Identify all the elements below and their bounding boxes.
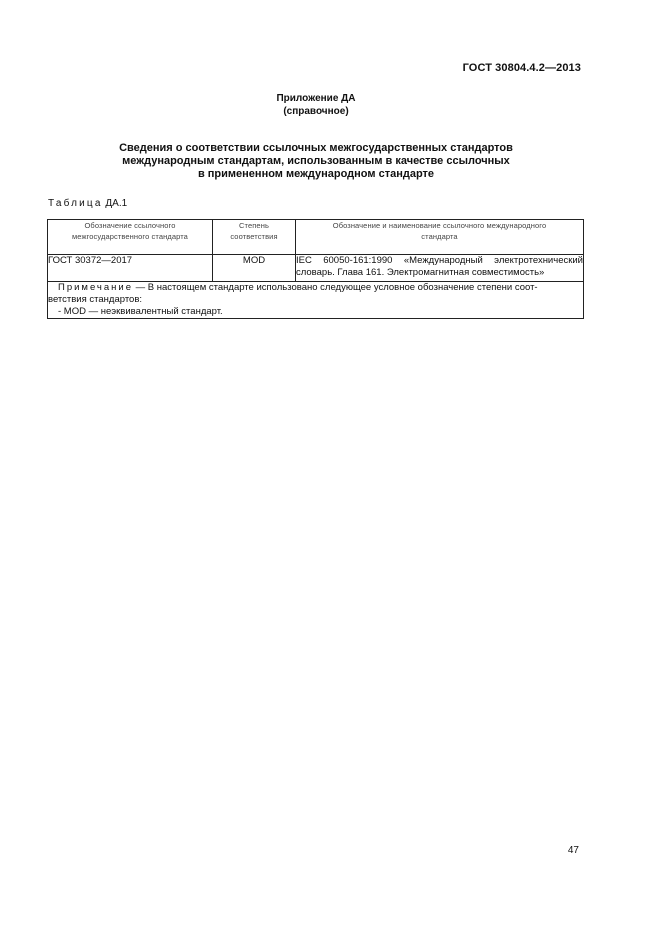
header-col3-line1: Обозначение и наименование ссылочного международного <box>332 221 547 230</box>
header-col2-line2: соответствия <box>230 232 278 241</box>
cell-degree: MOD <box>213 255 296 282</box>
note-text-1: — В настоящем стандарте использовано следующее условное обозначение степени соот- <box>133 282 538 293</box>
section-title-line-2: международным стандартам, использованным в качестве ссылочных <box>122 155 510 167</box>
header-degree <box>213 220 296 255</box>
note-line-1 <box>48 282 583 294</box>
section-title-line-3: в примененном международном стандарте <box>197 168 435 180</box>
annex-heading <box>0 92 632 118</box>
table-note <box>48 282 584 319</box>
table-caption-word: Таблица <box>48 198 103 209</box>
cell-international-standard: IEC 60050-161:1990 «Международный электротехнический словарь. Глава 161. Электромагнитная совместимость» <box>296 255 584 282</box>
note-label: Примечание <box>58 282 133 293</box>
header-interstate-standard <box>48 220 213 255</box>
page-number: 47 <box>567 845 579 856</box>
note-line-3: - MOD — неэквивалентный стандарт. <box>58 306 223 317</box>
table-header-row <box>48 220 584 255</box>
table-caption <box>48 198 127 209</box>
document-standard-code: ГОСТ 30804.4.2—2013 <box>462 62 581 74</box>
correspondence-table <box>47 219 584 319</box>
annex-subtitle: (справочное) <box>283 106 349 117</box>
section-title <box>0 142 632 181</box>
header-col2-line1: Степень <box>239 221 269 230</box>
header-col3-line2: стандарта <box>421 232 458 241</box>
section-title-line-1: Сведения о соответствии ссылочных межгосударственных стандартов <box>119 142 513 154</box>
table-row <box>48 255 584 282</box>
table-note-row <box>48 282 584 319</box>
note-line-2: ветствия стандартов: <box>48 294 143 305</box>
annex-title: Приложение ДА <box>276 93 356 104</box>
header-col1-line2: межгосударственного стандарта <box>72 232 188 241</box>
table-caption-number: ДА.1 <box>105 198 128 209</box>
header-international-standard <box>296 220 584 255</box>
cell-interstate-standard: ГОСТ 30372—2017 <box>48 255 213 282</box>
header-col1-line1: Обозначение ссылочного <box>84 221 176 230</box>
